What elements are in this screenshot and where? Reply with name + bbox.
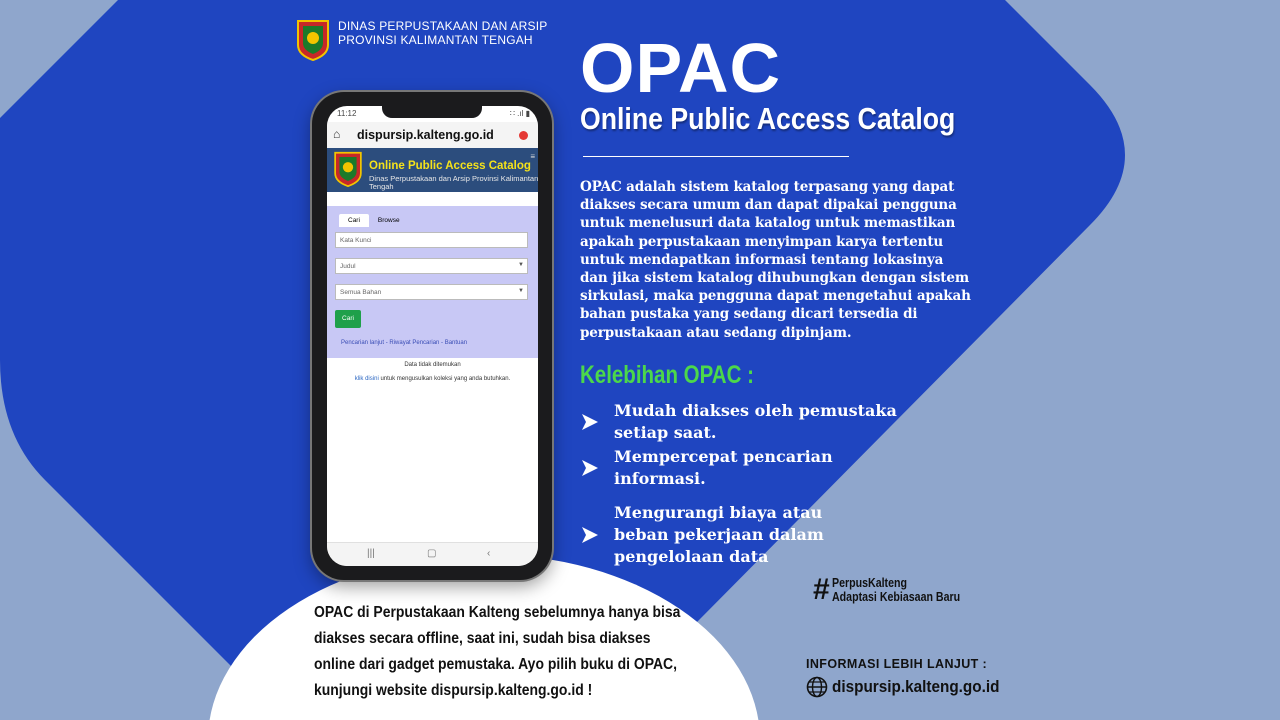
chevron-down-icon: ▼ [518,288,524,294]
material-select-value: Semua Bahan [340,289,382,296]
org-name-line1: DINAS PERPUSTAKAAN DAN ARSIP [338,19,548,33]
advantages-title: Kelebihan OPAC : [580,361,754,389]
back-icon[interactable]: ‹ [487,548,491,559]
org-header [296,19,547,61]
search-tabs [339,214,409,227]
status-icons: ∷ .ıl ▮ [509,109,530,118]
kalteng-emblem-icon [296,19,330,61]
tab-browse[interactable]: Browse [377,217,400,224]
description-paragraph: OPAC adalah sistem katalog terpasang yang dapat diakses secara umum dan dapat dipakai pengguna untuk menelusuri data katalog untuk memastikan apakah perpustakaan menyimpan karya tertentu untuk mendapatkan informasi tentang lokasinya dan jika sistem katalog dihubungkan dengan sistem sirkulasi, maka pengguna dapat mengetahui apakah bahan pustaka yang sedang dicari tersedia di perpustakaan atau sedang dipinjam. [580,179,971,341]
browser-url-bar[interactable] [327,122,538,149]
org-name-line2: PROVINSI KALIMANTAN TENGAH [338,33,533,47]
advantage-item [580,502,824,568]
android-nav-bar [327,542,538,566]
status-time: 11:12 [337,109,357,118]
home-icon[interactable]: ⌂ [333,127,341,141]
info-label: INFORMASI LEBIH LANJUT : [806,657,988,671]
advantage-text-line: Mempercepat pencarian [614,447,833,466]
search-button[interactable]: Cari [335,310,361,328]
url-text[interactable]: dispursip.kalteng.go.id [357,128,494,142]
material-select[interactable] [335,284,528,300]
title-divider [583,156,849,157]
advantage-text-line: Mudah diakses oleh pemustaka [614,401,897,420]
hashtag-symbol: # [813,573,830,606]
browser-menu-icon[interactable] [519,131,528,140]
suggest-rest: untuk mengusulkan koleksi yang anda butuhkan. [378,376,511,382]
globe-icon [806,676,828,698]
bottom-paragraph: OPAC di Perpustakaan Kalteng sebelumnya hanya bisa diakses secara offline, saat ini, sudah bisa diakses online dari gadget pemustaka. Ayo pilih buku di OPAC, kunjungi website dispursip.kalteng.go.id ! [314,604,681,699]
website-text: dispursip.kalteng.go.id [832,677,1000,696]
website-link[interactable] [806,676,1018,698]
site-logo-icon [333,151,363,187]
arrow-right-icon [580,525,600,545]
tab-cari[interactable]: Cari [339,214,369,227]
advantage-text-line: informasi. [614,469,706,488]
advantage-text-line: setiap saat. [614,423,717,442]
home-button-icon[interactable]: ▢ [427,548,437,559]
chevron-down-icon: ▼ [518,262,524,268]
arrow-right-icon [580,458,600,478]
advantage-text-line: Mengurangi biaya atau [614,503,823,522]
site-subtitle-line1: Dinas Perpustakaan dan Arsip Provinsi Kalimantan [369,175,538,183]
keyword-input[interactable]: Kata Kunci [335,232,528,248]
phone-screen [327,106,538,566]
site-title: Online Public Access Catalog [369,160,531,172]
recent-apps-icon[interactable]: ||| [367,548,375,559]
site-header [327,148,538,192]
arrow-right-icon [580,412,600,432]
not-found-text: Data tidak ditemukan [404,362,461,368]
hashtag-line1: PerpusKalteng [831,576,907,590]
page-title: OPAC [580,29,782,107]
suggest-text [327,376,538,382]
phone-notch [382,106,482,118]
hashtag-line2: Adaptasi Kebiasaan Baru [831,590,960,604]
phone-mockup [312,92,552,580]
site-subtitle-line2: Tengah [369,182,394,191]
advantage-text-line: beban pekerjaan dalam [614,525,824,544]
suggest-link[interactable]: klik disini [354,376,379,382]
search-links[interactable]: Pencarian lanjut - Riwayat Pencarian - Bantuan [341,340,468,346]
hamburger-menu-icon[interactable]: ≡ [530,152,535,161]
page-subtitle: Online Public Access Catalog [580,101,956,136]
advantage-text-line: pengelolaan data [614,547,769,566]
advantage-item [580,400,897,444]
advantage-item [580,446,833,490]
hashtag-block [813,574,982,606]
field-select[interactable] [335,258,528,274]
site-subtitle [369,175,538,191]
search-panel [327,206,538,358]
field-select-value: Judul [340,263,356,270]
